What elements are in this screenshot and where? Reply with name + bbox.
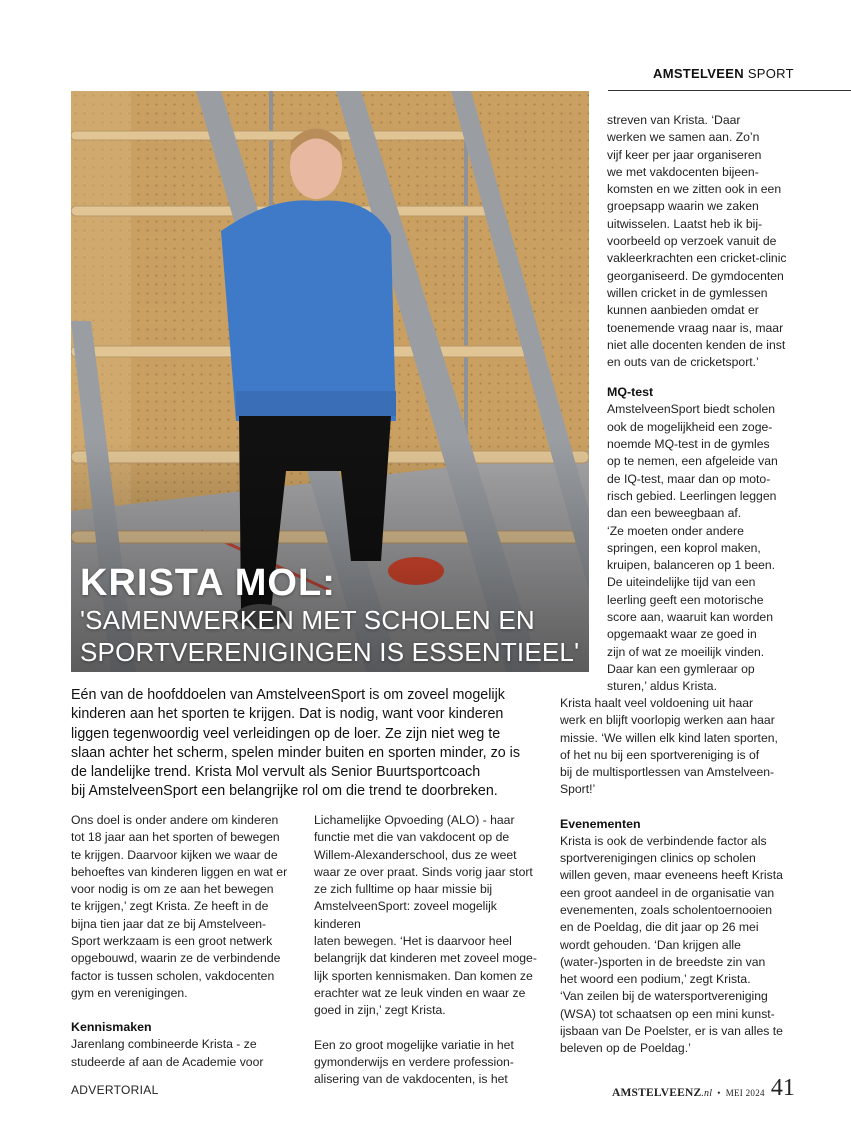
- footer-advertorial-label: ADVERTORIAL: [71, 1083, 159, 1097]
- page-number: 41: [770, 1075, 795, 1101]
- paragraph: streven van Krista. ‘Daar werken we samen aan. Zo’n vijf keer per jaar organiseren we met vakdocenten bijeen- komsten en we zitten ook in een groepsapp waarin we zaken uitwisselen. Laatst heb ik bij- voorbeeld op verzoek vanuit de vakleerkrachten een cricket-clinic georganiseerd. De gymdocenten willen cricket in de gymlessen kunnen aanbieden omdat er toenemende vraag naar is, maar niet alle docenten kenden de inst en outs van de cricketsport.’: [607, 113, 787, 370]
- paragraph: Een zo groot mogelijke variatie in het gymonderwijs en verdere profession- alisering van de vakdocenten, is het: [314, 1037, 514, 1087]
- column-right-bottom: [560, 695, 795, 1058]
- headline-name: KRISTA MOL:: [80, 562, 336, 604]
- column-2: [314, 812, 544, 1088]
- footer-folio: [612, 1077, 795, 1099]
- subheading-mq-test: MQ-test: [607, 385, 654, 400]
- logo-suffix: .nl: [701, 1088, 713, 1099]
- paragraph: Krista haalt veel voldoening uit haar werk en blijft voorlopig werken aan haar missie. ‘We willen elk kind laten sporten, of het nu bij een sportvereniging is of bij de multisportlessen van Amstelveen- Sport!’: [560, 696, 778, 797]
- footer-bullet: •: [717, 1088, 721, 1098]
- paragraph: AmstelveenSport biedt scholen ook de mogelijkheid een zoge- noemde MQ-test in de gymles op te nemen, een afgeleide van de IQ-test, maar dan op moto- risch gebied. Leerlingen leggen dan een beweegbaan af. ‘Ze moeten onder andere springen, een koprol maken, kruipen, balanceren op 1 been. De uiteindelijke tijd van een leerling geeft een motorische score aan, waaruit kan worden opgemaakt waar ze goed in zijn of wat ze moeilijk vinden. Daar kan een gymleraar op sturen,’ aldus Krista.: [607, 402, 778, 694]
- subheading-evenementen: Evenementen: [560, 816, 641, 831]
- column-right-top: [607, 112, 827, 696]
- paragraph: Krista is ook de verbindende factor als sportverenigingen clinics op scholen willen geven, maar eveneens heeft Krista een groot aandeel in de organisatie van evenementen, zoals scholentoernooien en de Poeldag, die dit jaar op 26 mei wordt gehouden. ‘Dan krijgen alle (water-)sporten in de breedste zin van het woord een podium,’ zegt Krista. ‘Van zeilen bij de watersportvereniging (WSA) tot schaatsen op een mini kunst- ijsbaan van De Poelster, er is van alles te beleven op de Poeldag.’: [560, 833, 783, 1056]
- subheading-kennismaken: Kennismaken: [71, 1020, 152, 1035]
- logo-text: AMSTELVEENZ: [612, 1087, 702, 1099]
- header-rule: [608, 90, 851, 91]
- column-1: [71, 812, 296, 1071]
- intro-paragraph: Eén van de hoofddoelen van AmstelveenSport is om zoveel mogelijk kinderen aan het sporten te krijgen. Dat is nodig, want voor kinderen liggen tegenwoordig veel verleidingen op de loer. Ze zijn niet weg te slaan achter het scherm, spelen minder buiten en sporten minder, zo is de landelijke trend. Krista Mol vervult als Senior Buurtsportcoach bij AmstelveenSport een belangrijke rol om die trend te doorbreken.: [71, 687, 521, 800]
- header-section: SPORT: [747, 66, 794, 81]
- section-header: [653, 66, 794, 81]
- paragraph: Jarenlang combineerde Krista - ze studeerde af aan de Academie voor: [71, 1037, 264, 1069]
- magazine-logo: [612, 1087, 712, 1099]
- issue-date: MEI 2024: [725, 1088, 765, 1098]
- paragraph: Lichamelijke Opvoeding (ALO) - haar functie met die van vakdocent op de Willem-Alexanderschool, dus ze weet waar ze over praat. Sinds vorig jaar stort ze zich fulltime op haar missie bij AmstelveenSport: zoveel mogelijk kinderen laten bewegen. ‘Het is daarvoor heel belangrijk dat kinderen met zoveel moge- lijk sporten kennismaken. Dan komen ze erachter wat ze leuk vinden en waar ze goed in zijn,’ zegt Krista.: [314, 813, 537, 1018]
- headline-quote-line-1: 'SAMENWERKEN MET SCHOLEN EN: [80, 605, 535, 635]
- headline: [80, 563, 585, 667]
- headline-quote-line-2: SPORTVERENIGINGEN IS ESSENTIEEL': [80, 637, 580, 667]
- paragraph: Ons doel is onder andere om kinderen tot 18 jaar aan het sporten of bewegen te krijgen. Daarvoor kijken we waar de behoeftes van kinderen liggen en wat er voor nodig is om ze aan het bewegen te krijgen,’ zegt Krista. Ze heeft in de bijna tien jaar dat ze bij Amstelveen- Sport werkzaam is een groot netwerk opgebouwd, waarin ze de verbindende factor is tussen scholen, vakdocenten gym en verenigingen.: [71, 813, 288, 1000]
- header-brand: AMSTELVEEN: [653, 66, 744, 81]
